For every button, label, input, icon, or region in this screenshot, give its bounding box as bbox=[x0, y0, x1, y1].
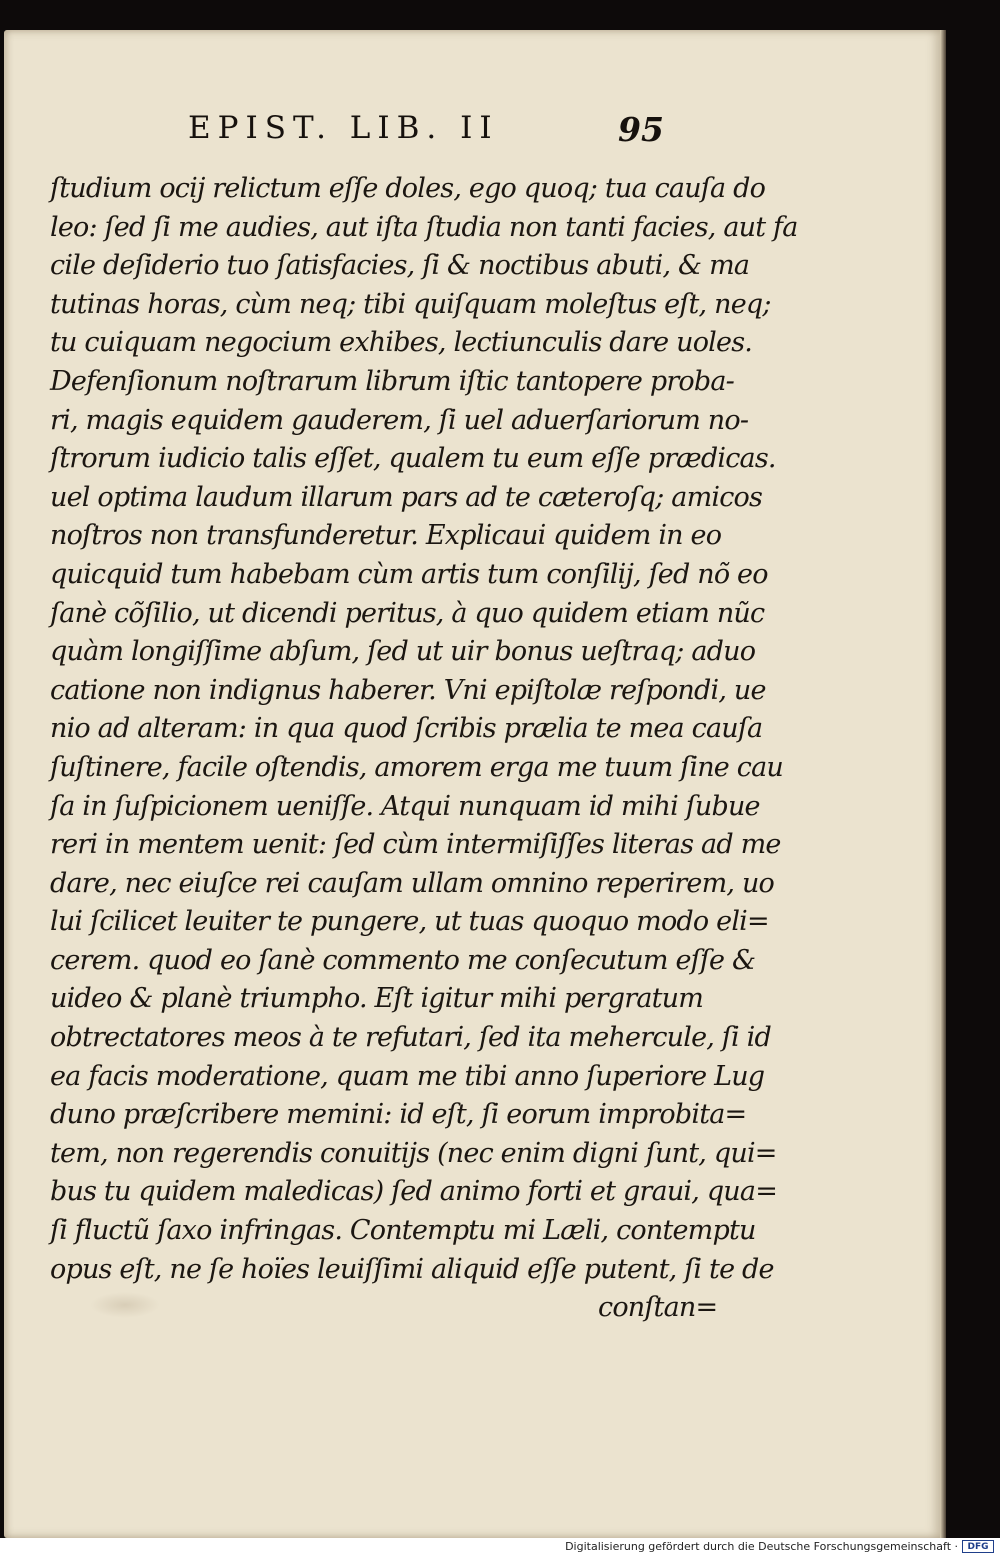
text-line: opus eſt, ne ſe hoïes leuiſſimi aliquid eſſe putent, ſi te de bbox=[50, 1253, 774, 1285]
text-line: ri, magis equidem gauderem, ſi uel aduerſariorum no- bbox=[50, 404, 749, 436]
text-line: ſa in ſuſpicionem ueniſſe. Atqui nunquam id mihi ſubue bbox=[50, 790, 760, 822]
text-line: nio ad alteram: in qua quod ſcribis prælia te mea cauſa bbox=[50, 713, 763, 745]
text-line: cerem. quod eo ſanè commento me conſecutum eſſe & bbox=[50, 944, 756, 976]
text-line: cile deſiderio tuo ſatisfacies, ſi & noctibus abuti, & ma bbox=[50, 250, 750, 282]
text-line: quàm longiſſime abſum, ſed ut uir bonus ueſtraq; aduo bbox=[50, 636, 756, 668]
text-line: obtrectatores meos à te refutari, ſed ita mehercule, ſi id bbox=[50, 1022, 771, 1054]
footer-credit-bar bbox=[0, 1538, 1000, 1556]
running-head: EPIST. LIB. II bbox=[188, 110, 499, 146]
text-line: bus tu quidem maledicas) ſed animo forti et graui, qua= bbox=[50, 1176, 778, 1208]
text-line: uel optima laudum illarum pars ad te cæteroſq; amicos bbox=[50, 481, 763, 513]
text-line: ſtudium ocij relictum eſſe doles, ego quoq; tua cauſa do bbox=[50, 173, 766, 204]
funding-credit: Digitalisierung gefördert durch die Deutsche Forschungsgemeinschaft · bbox=[565, 1540, 958, 1553]
dfg-logo-icon: DFG bbox=[962, 1540, 994, 1553]
text-line: Defenſionum noſtrarum librum iſtic tantopere proba- bbox=[50, 365, 734, 397]
text-line: leo: ſed ſi me audies, aut iſta ſtudia non tanti facies, aut fa bbox=[50, 211, 798, 243]
ink-smudge bbox=[90, 1292, 160, 1318]
page-number: 95 bbox=[618, 110, 664, 149]
book-page bbox=[4, 30, 942, 1538]
page-header bbox=[4, 110, 942, 154]
text-line: ſuſtinere, facile oſtendis, amorem erga me tuum ſine cau bbox=[50, 751, 783, 783]
text-line: lui ſcilicet leuiter te pungere, ut tuas quoquo modo eli= bbox=[50, 906, 769, 938]
text-line: tu cuiquam negocium exhibes, lectiunculis dare uoles. bbox=[50, 327, 753, 359]
text-line: duno præſcribere memini: id eſt, ſi eorum improbita= bbox=[50, 1099, 747, 1131]
page-edge-shadow bbox=[940, 30, 946, 1538]
text-line: ea facis moderatione, quam me tibi anno ſuperiore Lug bbox=[50, 1060, 765, 1092]
text-line: tem, non regerendis conuitijs (nec enim digni ſunt, qui= bbox=[50, 1137, 777, 1169]
text-line: noſtros non transfunderetur. Explicaui quidem in eo bbox=[50, 520, 722, 552]
text-line: ſtrorum iudicio talis eſſet, qualem tu eum eſſe prædicas. bbox=[50, 443, 776, 475]
text-line: dare, nec eiuſce rei cauſam ullam omnino reperirem, uo bbox=[50, 867, 775, 899]
text-line: reri in mentem uenit: ſed cùm intermiſiſſes literas ad me bbox=[50, 829, 781, 861]
text-line: quicquid tum habebam cùm artis tum conſilij, ſed nõ eo bbox=[50, 558, 768, 590]
text-line: catione non indignus haberer. Vni epiſtolæ reſpondi, ue bbox=[50, 674, 766, 706]
text-line: ſi fluctũ ſaxo infringas. Contemptu mi Læli, contemptu bbox=[50, 1215, 756, 1247]
catchword: conſtan= bbox=[598, 1292, 718, 1323]
text-line: uideo & planè triumpho. Eſt igitur mihi pergratum bbox=[50, 983, 704, 1015]
text-line: tutinas horas, cùm neq; tibi quiſquam moleſtus eſt, neq; bbox=[50, 288, 771, 320]
text-line: ſanè cõſilio, ut dicendi peritus, à quo quidem etiam nũc bbox=[50, 597, 765, 629]
body-text bbox=[50, 170, 798, 1289]
